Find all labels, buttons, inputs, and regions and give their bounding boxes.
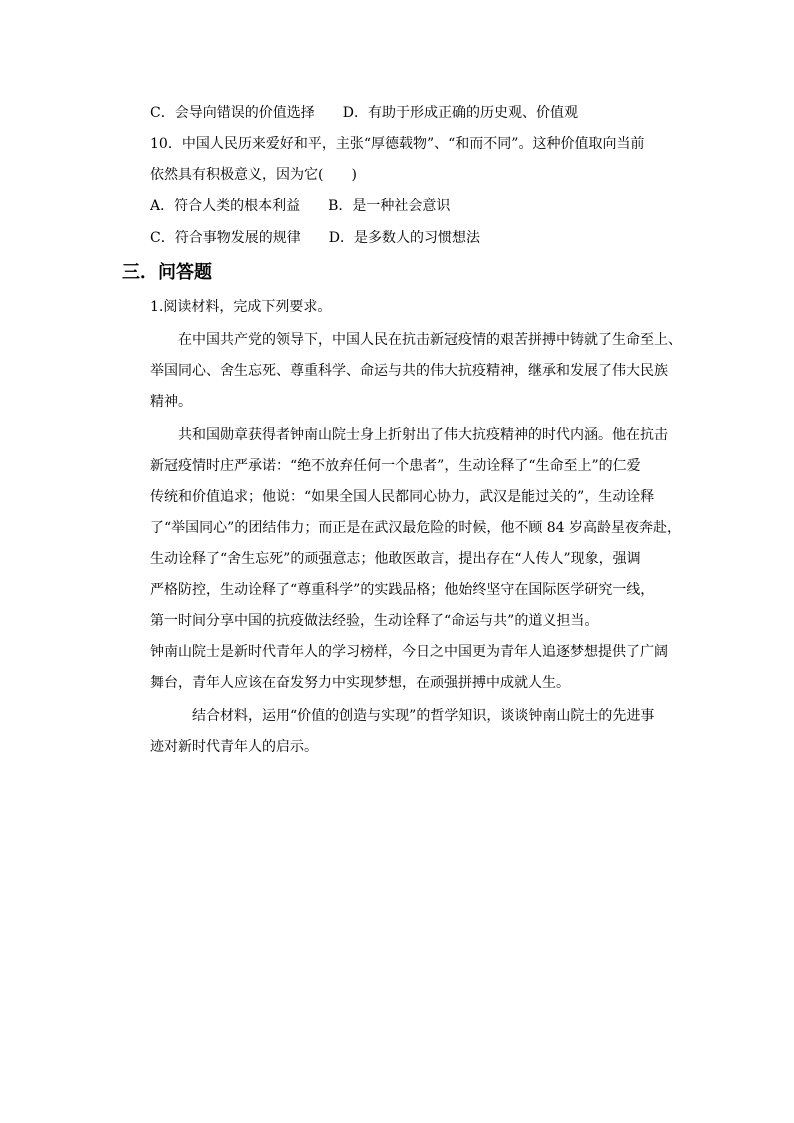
para2-line: 新冠疫情时庄严承诺：“绝不放弃任何一个患者”，生动诠释了“生命至上”的仁爱 [150, 458, 641, 474]
task-line: 结合材料，运用“价值的创造与实现”的哲学知识，谈谈钟南山院士的先进事 [192, 708, 655, 724]
para3-line: 钟南山院士是新时代青年人的学习榜样，今日之中国更为青年人追逐梦想提供了广阔 [150, 644, 668, 660]
q9-option-c: C．会导向错误的价值选择 [150, 105, 315, 121]
para1-line: 精神。 [150, 394, 192, 410]
task-line: 迹对新时代青年人的启示。 [150, 739, 318, 755]
q10-option-a: A．符合人类的根本利益 [150, 198, 301, 214]
q10-option-c: C．符合事物发展的规律 [150, 230, 301, 246]
para3-line: 舞台，青年人应该在奋发努力中实现梦想，在顽强拼搏中成就人生。 [150, 675, 570, 691]
q10-stem-line2: 依然具有积极意义，因为它( ) [150, 167, 357, 183]
para2-line: 第一时间分享中国的抗疫做法经验，生动诠释了“命运与共”的道义担当。 [150, 613, 599, 629]
para2-line: 严格防控，生动诠释了“尊重科学”的实践品格；他始终坚守在国际医学研究一线， [150, 582, 655, 598]
para2-line: 共和国勋章获得者钟南山院士身上折射出了伟大抗疫精神的时代内涵。他在抗击 [178, 427, 668, 443]
q10-stem-line1: 10．中国人民历来爱好和平，主张“厚德载物”、“和而不同”。这种价值取向当前 [150, 136, 645, 152]
section-heading: 三．问答题 [122, 262, 212, 283]
q10-options-cd [150, 228, 480, 248]
para1-line: 在中国共产党的领导下，中国人民在抗击新冠疫情的艰苦拼搏中铸就了生命至上、 [178, 332, 682, 348]
q10-option-d: D．是多数人的习惯想法 [328, 230, 480, 246]
q9-options-cd [150, 103, 578, 123]
para2-line: 了“举国同心”的团结伟力；而正是在武汉最危险的时候，他不顾 84 岁高龄星夜奔赴， [150, 520, 682, 536]
q10-options-ab [150, 196, 450, 216]
q9-option-d: D．有助于形成正确的历史观、价值观 [342, 105, 578, 121]
q10-option-b: B．是一种社会意识 [328, 198, 451, 214]
para2-line: 生动诠释了“舍生忘死”的顽强意志；他敢医敢言，提出存在“人传人”现象，强调 [150, 551, 641, 567]
q1-intro: 1.阅读材料，完成下列要求。 [150, 299, 332, 315]
para1-line: 举国同心、舍生忘死、尊重科学、命运与共的伟大抗疫精神，继承和发展了伟大民族 [150, 363, 668, 379]
para2-line: 传统和价值追求；他说：“如果全国人民都同心协力，武汉是能过关的”，生动诠释 [150, 489, 655, 505]
